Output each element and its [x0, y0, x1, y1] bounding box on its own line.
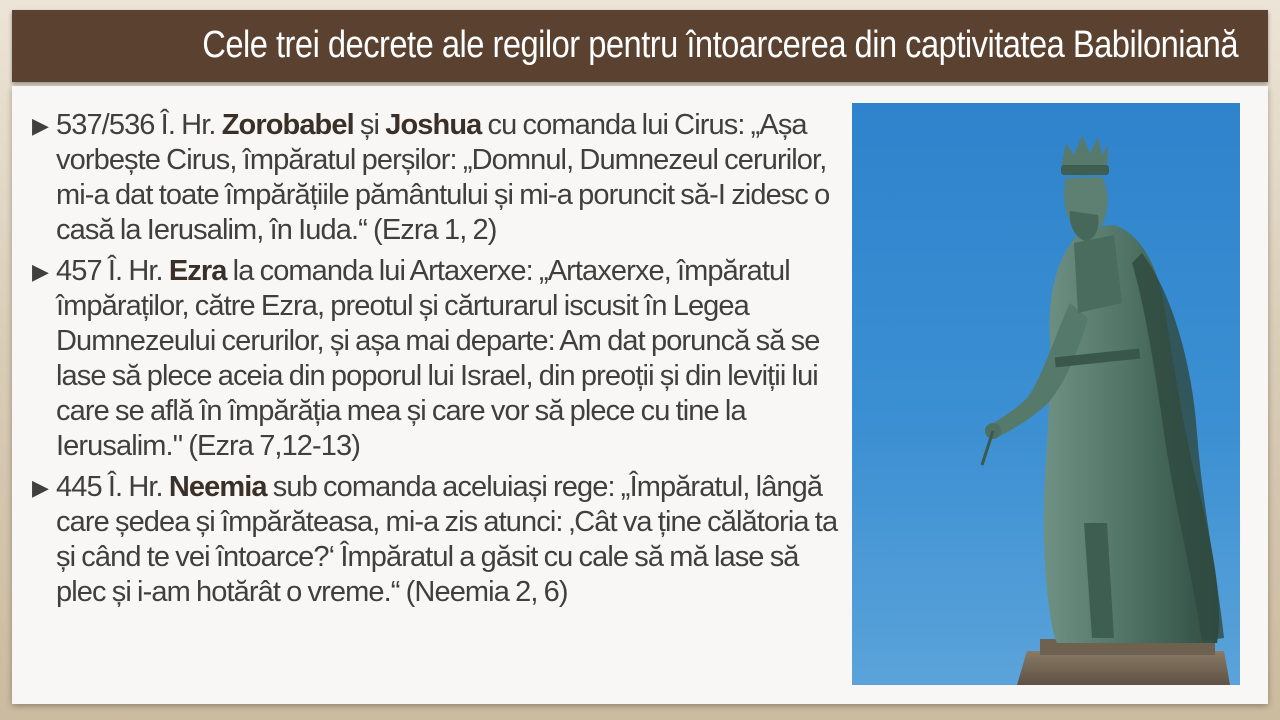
bullet-arrow-icon: ▶	[32, 259, 49, 284]
decree-date: 445 Î. Hr.	[56, 471, 163, 503]
decree-text: sub comanda aceluiași rege: „Împăratul, lângă care ședea și împărăteasa, mi-a zis atunci: ‚Cât va ține călătoria ta și când te vei întoarce?‘ Împăratul a găsit cu cale să mă lase să plec și i-am hotărât o vreme.“ (Neemia 2, 6)	[56, 471, 838, 608]
decree-entry-artaxerxes-ezra	[32, 254, 842, 464]
decree-person-name: Zorobabel	[221, 109, 354, 141]
content-card	[12, 86, 1268, 704]
king-statue-illustration	[852, 103, 1240, 685]
decree-text: la comanda lui Artaxerxe: „Artaxerxe, împăratul împăraților, către Ezra, preotul și cărturarul iscusit în Legea Dumnezeului cerurilor, și așa mai departe: Am dat poruncă să se lase să plece aceia din poporul lui Israel, din preoții și din leviții lui care se află în împărăția mea și care vor să plece cu tine la Ierusalim." (Ezra 7,12-13)	[56, 255, 820, 462]
bullet-arrow-icon: ▶	[32, 475, 49, 500]
decree-person-name: Neemia	[168, 471, 267, 503]
slide-title: Cele trei decrete ale regilor pentru întoarcerea din captivitatea Babiloniană	[202, 24, 1238, 66]
title-bar	[12, 10, 1268, 82]
decree-list	[32, 108, 842, 616]
decree-person-name: Ezra	[168, 255, 227, 287]
decree-person-name: Joshua	[385, 109, 482, 141]
decree-conjunction: și	[353, 109, 386, 141]
decree-date: 457 Î. Hr.	[56, 255, 163, 287]
bullet-arrow-icon: ▶	[32, 113, 49, 138]
decree-date: 537/536 Î. Hr.	[56, 109, 216, 141]
decree-entry-cyrus	[32, 108, 842, 248]
king-statue-photo	[852, 103, 1240, 685]
decree-entry-artaxerxes-nehemiah	[32, 470, 842, 610]
decree-text: cu comanda lui Cirus: „Așa vorbește Cirus, împăratul perșilor: „Domnul, Dumnezeul cerurilor, mi-a dat toate împărățiile pământului și mi-a poruncit să-I zidesc o casă la Ierusalim, în Iuda.“ (Ezra 1, 2)	[56, 109, 830, 246]
